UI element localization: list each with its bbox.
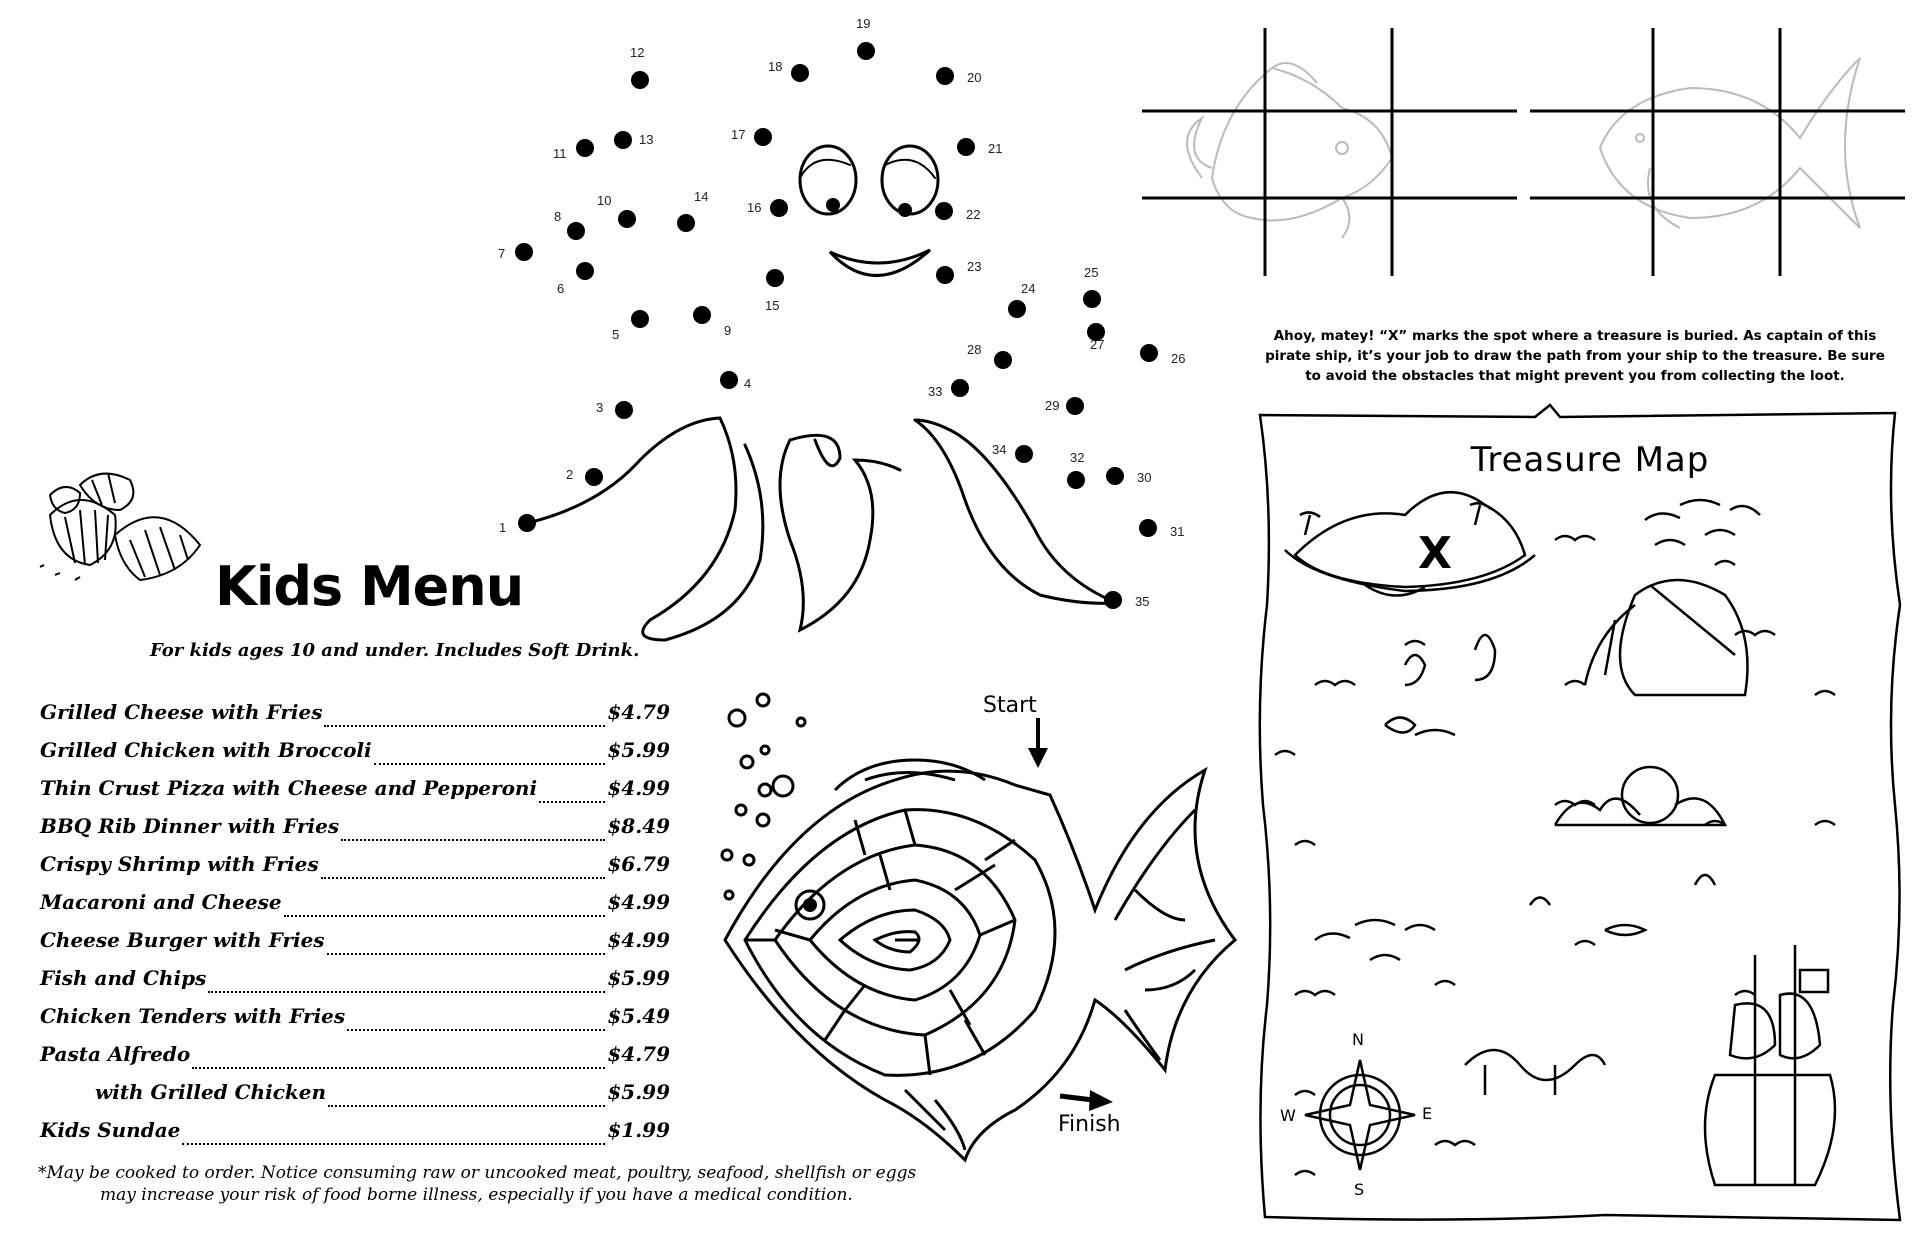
menu-item-price: $4.79: [607, 700, 670, 724]
dot-point: [1106, 467, 1124, 485]
dot-point: [791, 64, 809, 82]
maze-finish-label: Finish: [1058, 1112, 1121, 1137]
menu-item-name: Thin Crust Pizza with Cheese and Pepperoni: [40, 776, 538, 800]
fish-outline-right: [1600, 58, 1860, 228]
dot-point: [585, 468, 603, 486]
menu-item-name: Cheese Burger with Fries: [40, 928, 325, 952]
dot-number: 17: [731, 127, 746, 142]
dot-point: [857, 42, 875, 60]
dot-point: [1140, 344, 1158, 362]
dot-number: 34: [992, 442, 1007, 457]
dot-point: [618, 210, 636, 228]
dot-point: [576, 262, 594, 280]
octopus-mouth: [830, 250, 930, 276]
dot-number: 22: [966, 207, 981, 222]
dot-point: [936, 266, 954, 284]
dot-point: [693, 306, 711, 324]
dot-point: [1104, 591, 1122, 609]
dot-point: [576, 139, 594, 157]
menu-item-price: $4.99: [607, 776, 670, 800]
disclaimer-line-2: may increase your risk of food borne illness, especially if you have a medical condition.: [100, 1185, 853, 1205]
dot-number: 28: [967, 342, 982, 357]
menu-item-name: Kids Sundae: [40, 1118, 181, 1142]
menu-item-price: $4.99: [607, 890, 670, 914]
skull-icon: [1622, 767, 1678, 823]
dot-point: [631, 71, 649, 89]
dot-number: 11: [553, 146, 567, 161]
dot-number: 3: [596, 400, 604, 415]
dot-number: 8: [554, 209, 562, 224]
dot-number: 30: [1137, 470, 1152, 485]
dot-point: [957, 138, 975, 156]
menu-item-price: $5.49: [607, 1004, 670, 1028]
dot-point: [615, 401, 633, 419]
compass-west: W: [1280, 1106, 1296, 1125]
dot-point: [567, 222, 585, 240]
menu-item-name: Fish and Chips: [40, 966, 207, 990]
dot-point: [935, 202, 953, 220]
dot-number: 1: [499, 520, 507, 535]
ship-icon: [1705, 1075, 1835, 1185]
dot-number: 35: [1135, 594, 1150, 609]
menu-item-name: Grilled Cheese with Fries: [40, 700, 323, 724]
dot-number: 25: [1084, 265, 1099, 280]
dot-point: [614, 131, 632, 149]
dot-number: 26: [1171, 351, 1186, 366]
dot-number: 31: [1170, 524, 1185, 539]
menu-item-price: $5.99: [607, 738, 670, 762]
dot-point: [518, 514, 536, 532]
octopus-eye-right: [882, 146, 938, 214]
dot-number: 7: [498, 246, 506, 261]
fish-icon: [715, 690, 1255, 1160]
menu-item-price: $5.99: [607, 966, 670, 990]
dot-number: 18: [768, 59, 783, 74]
dot-number: 6: [557, 281, 565, 296]
treasure-x-mark: X: [1418, 528, 1452, 579]
dot-point: [766, 269, 784, 287]
disclaimer-line-1: *May be cooked to order. Notice consuming raw or uncooked meat, poultry, seafood, shellfish or eggs: [38, 1163, 917, 1183]
dot-point: [1083, 290, 1101, 308]
dot-point: [754, 128, 772, 146]
treasure-instructions: Ahoy, matey! “X” marks the spot where a treasure is buried. As captain of this pirate ship, it’s your job to draw the path from your ship to the treasure. Be sure to avoid the obstacles that might prevent you from collecting the loot.: [1265, 328, 1885, 384]
menu-item-price: $8.49: [607, 814, 670, 838]
island-icon: [1295, 492, 1525, 587]
dot-point: [951, 379, 969, 397]
dot-number: 9: [724, 323, 732, 338]
dot-point: [677, 214, 695, 232]
menu-item-name: Pasta Alfredo: [40, 1042, 191, 1066]
dot-number: 12: [630, 45, 645, 60]
tic-tac-toe-board-right: [1530, 28, 1910, 278]
menu-item-name: Macaroni and Cheese: [40, 890, 282, 914]
dot-point: [936, 67, 954, 85]
dot-point: [1067, 471, 1085, 489]
menu-item-name: BBQ Rib Dinner with Fries: [40, 814, 340, 838]
treasure-map-title: Treasure Map: [1470, 440, 1710, 480]
dot-number: 2: [566, 467, 574, 482]
dot-number: 5: [612, 327, 620, 342]
dot-number: 15: [765, 298, 780, 313]
menu-item-price: $4.79: [607, 1042, 670, 1066]
menu-item-price: $4.99: [607, 928, 670, 952]
dot-number: 24: [1021, 281, 1036, 296]
compass-icon: [1320, 1075, 1400, 1155]
dot-point: [1008, 300, 1026, 318]
menu-item-price: $5.99: [607, 1080, 670, 1104]
menu-item-name: Crispy Shrimp with Fries: [40, 852, 319, 876]
dot-point: [515, 243, 533, 261]
dot-point: [631, 310, 649, 328]
menu-item-price: $6.79: [607, 852, 670, 876]
compass-south: S: [1354, 1180, 1365, 1199]
dot-number: 27: [1090, 337, 1105, 352]
dot-point: [1139, 519, 1157, 537]
compass-north: N: [1352, 1030, 1364, 1049]
menu-item-name: Grilled Chicken with Broccoli: [40, 738, 372, 762]
dot-number: 4: [744, 376, 752, 391]
dot-number: 33: [928, 384, 943, 399]
menu-subtitle: For kids ages 10 and under. Includes Soft Drink.: [150, 640, 640, 661]
dot-point: [720, 371, 738, 389]
menu-item-name: Chicken Tenders with Fries: [40, 1004, 346, 1028]
dot-point: [1066, 397, 1084, 415]
dot-number: 32: [1070, 450, 1085, 465]
menu-item-name: with Grilled Chicken: [95, 1080, 326, 1104]
maze-start-label: Start: [983, 693, 1037, 718]
dolphin-icon: [1645, 500, 1760, 545]
treasure-map-scroll: [1255, 405, 1910, 1225]
menu-item-price: $1.99: [607, 1118, 670, 1142]
dot-number: 16: [747, 200, 762, 215]
dot-point: [770, 199, 788, 217]
dot-number: 10: [597, 193, 612, 208]
dot-number: 14: [694, 189, 709, 204]
dot-point: [1015, 445, 1033, 463]
dot-point: [994, 351, 1012, 369]
dot-number: 20: [967, 70, 982, 85]
dot-number: 29: [1045, 398, 1060, 413]
dot-number: 13: [639, 132, 654, 147]
dot-number: 19: [856, 16, 871, 31]
shipwreck-icon: [1620, 580, 1748, 695]
tic-tac-toe-board-left: [1142, 28, 1522, 278]
menu-title: Kids Menu: [215, 555, 524, 618]
dot-number: 21: [988, 141, 1003, 156]
compass-east: E: [1422, 1104, 1433, 1123]
dot-number: 23: [967, 259, 982, 274]
sea-serpent-icon: [1465, 1050, 1605, 1095]
